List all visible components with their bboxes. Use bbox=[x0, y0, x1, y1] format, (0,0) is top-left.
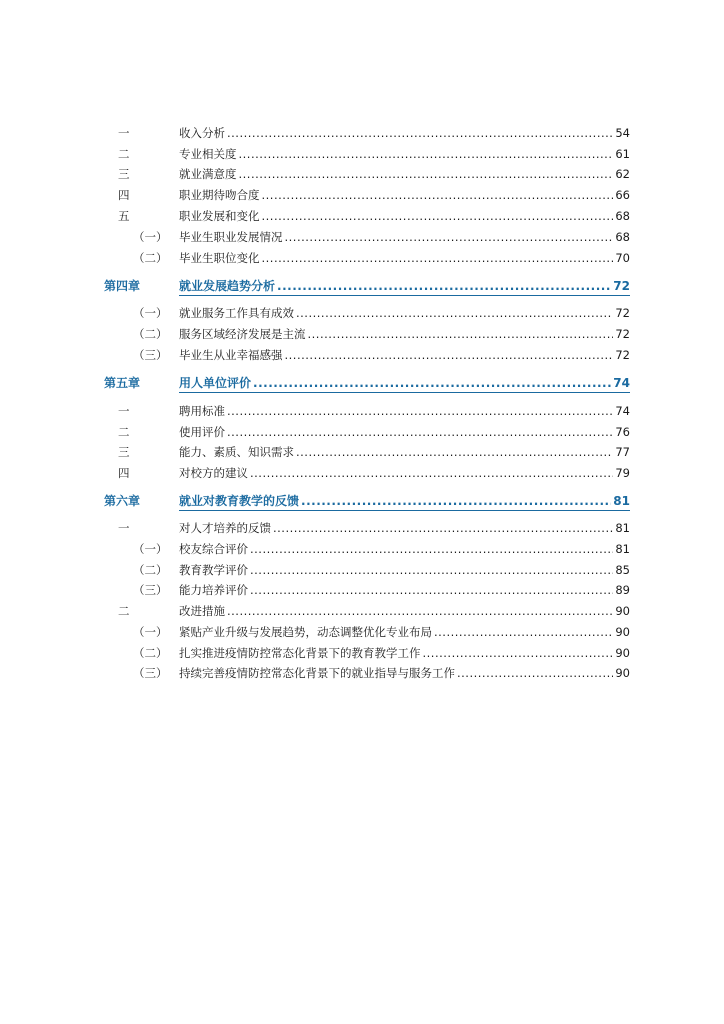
toc-page-number: 85 bbox=[615, 563, 630, 577]
toc-entry-title: 聘用标准 bbox=[179, 404, 225, 418]
toc-entry[interactable] bbox=[0, 124, 724, 142]
dot-leader bbox=[301, 492, 611, 510]
toc-entry-line bbox=[179, 207, 630, 225]
toc-entry-number: 二 bbox=[118, 604, 130, 618]
toc-page-number: 76 bbox=[615, 425, 630, 439]
toc-entry-line bbox=[179, 124, 630, 142]
toc-page-number: 72 bbox=[613, 279, 630, 293]
toc-entry[interactable] bbox=[0, 402, 724, 420]
toc-page-number: 74 bbox=[615, 404, 630, 418]
toc-entry[interactable] bbox=[0, 304, 724, 322]
toc-entry[interactable] bbox=[0, 664, 724, 682]
toc-page-number: 68 bbox=[615, 230, 630, 244]
toc-chapter-entry[interactable] bbox=[0, 492, 724, 510]
toc-entry[interactable] bbox=[0, 186, 724, 204]
toc-entry-number: 第五章 bbox=[104, 376, 141, 390]
toc-entry-line bbox=[179, 186, 630, 204]
toc-entry-title: 毕业生职位变化 bbox=[179, 251, 260, 265]
toc-page-number: 68 bbox=[615, 209, 630, 223]
toc-entry-title: 职业期待吻合度 bbox=[179, 188, 260, 202]
toc-page-number: 72 bbox=[615, 306, 630, 320]
toc-entry-title: 毕业生从业幸福感强 bbox=[179, 348, 283, 362]
toc-page-number: 90 bbox=[615, 604, 630, 618]
toc-entry-number: 四 bbox=[118, 188, 130, 202]
dot-leader bbox=[308, 325, 614, 343]
toc-entry-number: 二 bbox=[118, 425, 130, 439]
toc-entry[interactable] bbox=[0, 602, 724, 620]
toc-entry-line bbox=[179, 540, 630, 558]
dot-leader bbox=[296, 304, 613, 322]
toc-entry[interactable] bbox=[0, 249, 724, 267]
toc-entry-title: 收入分析 bbox=[179, 126, 225, 140]
toc-entry-number: 三 bbox=[118, 445, 130, 459]
toc-entry-number: （二） bbox=[133, 646, 168, 660]
toc-entry-line bbox=[179, 402, 630, 420]
toc-entry-title: 用人单位评价 bbox=[179, 376, 252, 390]
toc-entry[interactable] bbox=[0, 623, 724, 641]
dot-leader bbox=[277, 277, 611, 295]
toc-chapter-entry[interactable] bbox=[0, 277, 724, 295]
toc-page-number: 81 bbox=[615, 521, 630, 535]
toc-entry[interactable] bbox=[0, 443, 724, 461]
toc-page-number: 72 bbox=[615, 327, 630, 341]
dot-leader bbox=[262, 207, 614, 225]
toc-entry-title: 职业发展和变化 bbox=[179, 209, 260, 223]
toc-entry-title: 专业相关度 bbox=[179, 147, 237, 161]
toc-entry-title: 持续完善疫情防控常态化背景下的就业指导与服务工作 bbox=[179, 666, 455, 680]
toc-page-number: 81 bbox=[613, 494, 630, 508]
toc-entry-number: 一 bbox=[118, 521, 130, 535]
toc-entry-line bbox=[179, 346, 630, 364]
dot-leader bbox=[250, 581, 613, 599]
dot-leader bbox=[239, 165, 614, 183]
toc-entry[interactable] bbox=[0, 165, 724, 183]
toc-entry-line bbox=[179, 561, 630, 579]
toc-entry-title: 对人才培养的反馈 bbox=[179, 521, 271, 535]
toc-entry-title: 改进措施 bbox=[179, 604, 225, 618]
toc-entry-title: 就业发展趋势分析 bbox=[179, 279, 276, 293]
toc-entry-title: 扎实推进疫情防控常态化背景下的教育教学工作 bbox=[179, 646, 421, 660]
toc-entry[interactable] bbox=[0, 519, 724, 537]
toc-entry[interactable] bbox=[0, 644, 724, 662]
toc-entry-title: 能力培养评价 bbox=[179, 583, 248, 597]
toc-entry-number: 第六章 bbox=[104, 494, 141, 508]
dot-leader bbox=[227, 402, 613, 420]
toc-entry[interactable] bbox=[0, 423, 724, 441]
toc-page-number: 66 bbox=[615, 188, 630, 202]
toc-entry[interactable] bbox=[0, 145, 724, 163]
toc-entry-line bbox=[179, 325, 630, 343]
toc-entry[interactable] bbox=[0, 325, 724, 343]
toc-page-number: 89 bbox=[615, 583, 630, 597]
toc-entry-number: （二） bbox=[133, 563, 168, 577]
dot-leader bbox=[262, 186, 614, 204]
toc-entry-line bbox=[179, 374, 630, 393]
toc-entry[interactable] bbox=[0, 228, 724, 246]
toc-entry-line bbox=[179, 623, 630, 641]
toc-entry-line bbox=[179, 249, 630, 267]
dot-leader bbox=[296, 443, 613, 461]
toc-page-number: 62 bbox=[615, 167, 630, 181]
dot-leader bbox=[250, 540, 613, 558]
toc-entry-number: （一） bbox=[133, 230, 168, 244]
toc-entry-number: 五 bbox=[118, 209, 130, 223]
toc-entry-line bbox=[179, 304, 630, 322]
dot-leader bbox=[434, 623, 613, 641]
toc-entry-line bbox=[179, 165, 630, 183]
toc-entry-line bbox=[179, 145, 630, 163]
toc-entry-number: （三） bbox=[133, 666, 168, 680]
toc-entry-number: 三 bbox=[118, 167, 130, 181]
toc-entry-number: 四 bbox=[118, 466, 130, 480]
dot-leader bbox=[250, 561, 613, 579]
toc-entry-number: 一 bbox=[118, 126, 130, 140]
toc-entry-line bbox=[179, 443, 630, 461]
toc-chapter-entry[interactable] bbox=[0, 374, 724, 392]
toc-entry-title: 能力、素质、知识需求 bbox=[179, 445, 294, 459]
toc-entry-title: 服务区域经济发展是主流 bbox=[179, 327, 306, 341]
dot-leader bbox=[227, 423, 613, 441]
toc-entry-line bbox=[179, 492, 630, 511]
toc-entry-line bbox=[179, 423, 630, 441]
toc-entry-line bbox=[179, 464, 630, 482]
toc-entry-title: 教育教学评价 bbox=[179, 563, 248, 577]
toc-entry-title: 校友综合评价 bbox=[179, 542, 248, 556]
toc-entry-number: 一 bbox=[118, 404, 130, 418]
toc-page-number: 90 bbox=[615, 666, 630, 680]
toc-entry-number: 二 bbox=[118, 147, 130, 161]
dot-leader bbox=[227, 602, 613, 620]
toc-entry-title: 就业服务工作具有成效 bbox=[179, 306, 294, 320]
toc-entry[interactable] bbox=[0, 464, 724, 482]
toc-entry-number: （一） bbox=[133, 306, 168, 320]
toc-entry-number: （一） bbox=[133, 542, 168, 556]
dot-leader bbox=[285, 228, 614, 246]
toc-page-number: 61 bbox=[615, 147, 630, 161]
toc-entry-number: （二） bbox=[133, 251, 168, 265]
toc-entry-line bbox=[179, 277, 630, 296]
dot-leader bbox=[227, 124, 613, 142]
toc-entry-title: 就业满意度 bbox=[179, 167, 237, 181]
toc-entry-line bbox=[179, 664, 630, 682]
toc-entry-line bbox=[179, 581, 630, 599]
toc-entry[interactable] bbox=[0, 540, 724, 558]
toc-entry[interactable] bbox=[0, 346, 724, 364]
toc-page-number: 54 bbox=[615, 126, 630, 140]
toc-entry-number: （三） bbox=[133, 348, 168, 362]
toc-entry-title: 使用评价 bbox=[179, 425, 225, 439]
toc-entry-number: 第四章 bbox=[104, 279, 141, 293]
toc-entry-number: （二） bbox=[133, 327, 168, 341]
toc-page-number: 72 bbox=[615, 348, 630, 362]
dot-leader bbox=[423, 644, 614, 662]
dot-leader bbox=[239, 145, 614, 163]
toc-page-number: 90 bbox=[615, 625, 630, 639]
toc-entry-title: 就业对教育教学的反馈 bbox=[179, 494, 300, 508]
toc-page-number: 77 bbox=[615, 445, 630, 459]
toc-page-number: 90 bbox=[615, 646, 630, 660]
dot-leader bbox=[285, 346, 614, 364]
toc-entry[interactable] bbox=[0, 207, 724, 225]
toc-entry-title: 毕业生职业发展情况 bbox=[179, 230, 283, 244]
toc-page-number: 81 bbox=[615, 542, 630, 556]
toc-page-number: 79 bbox=[615, 466, 630, 480]
toc-entry-line bbox=[179, 228, 630, 246]
toc-entry-title: 对校方的建议 bbox=[179, 466, 248, 480]
dot-leader bbox=[273, 519, 613, 537]
toc-entry-line bbox=[179, 644, 630, 662]
toc-entry-line bbox=[179, 519, 630, 537]
toc-entry-line bbox=[179, 602, 630, 620]
toc-page-number: 74 bbox=[613, 376, 630, 390]
dot-leader bbox=[457, 664, 613, 682]
dot-leader bbox=[262, 249, 614, 267]
dot-leader bbox=[250, 464, 613, 482]
toc-entry-number: （三） bbox=[133, 583, 168, 597]
toc-entry-title: 紧贴产业升级与发展趋势，动态调整优化专业布局 bbox=[179, 625, 432, 639]
toc-page-number: 70 bbox=[615, 251, 630, 265]
toc-entry-number: （一） bbox=[133, 625, 168, 639]
toc-entry[interactable] bbox=[0, 581, 724, 599]
toc-entry[interactable] bbox=[0, 561, 724, 579]
dot-leader bbox=[253, 374, 611, 392]
